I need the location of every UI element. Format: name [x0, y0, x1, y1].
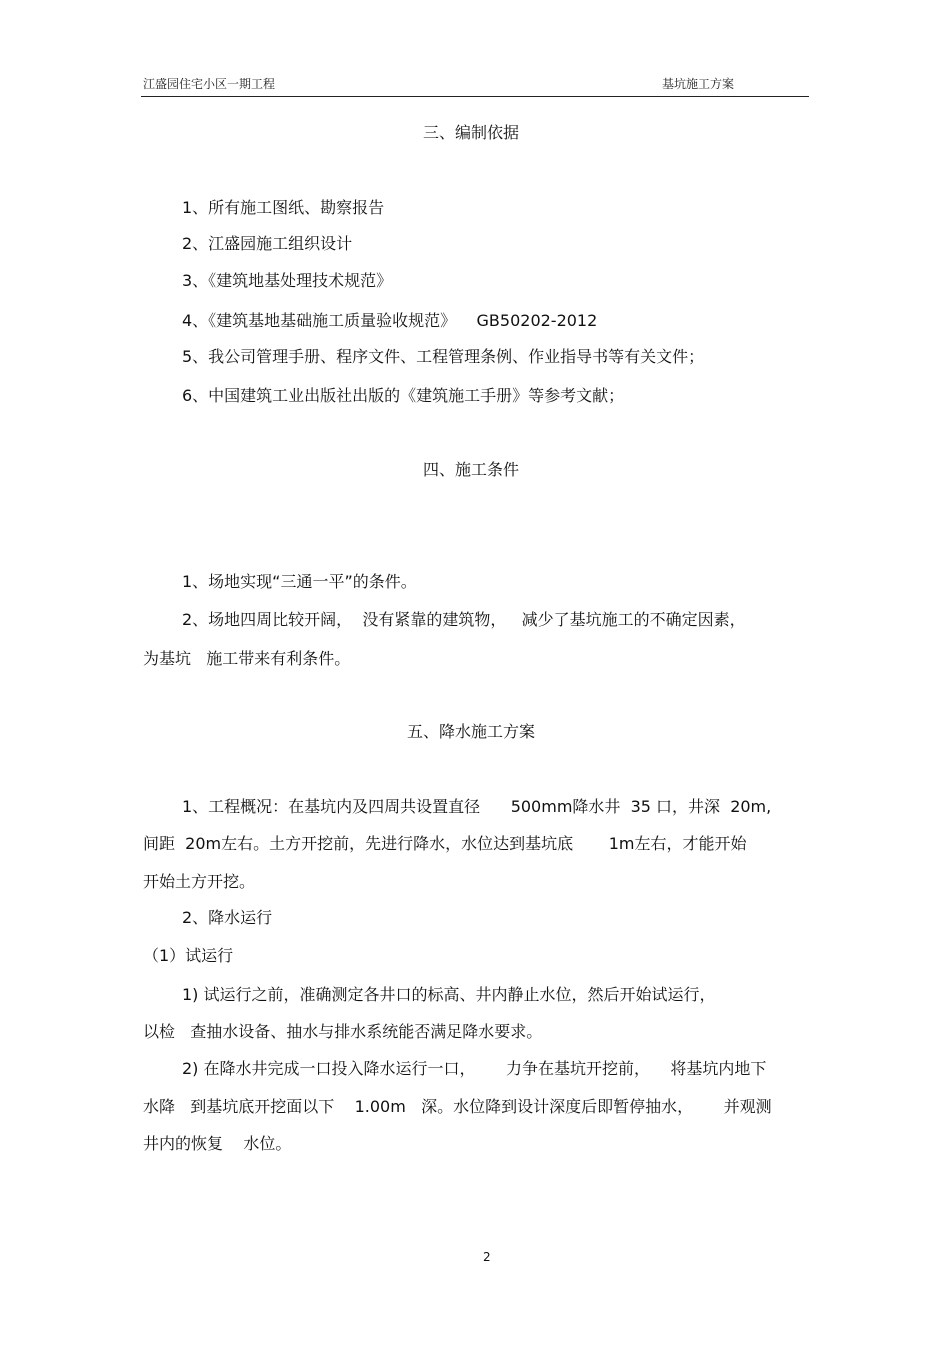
section-3-item-2: 2、江盛园施工组织设计	[182, 234, 353, 253]
section-5-line-4: 2、降水运行	[182, 908, 273, 927]
section-5-line-2: 间距 20m左右。土方开挖前，先进行降水，水位达到基坑底 1m左右，才能开始	[143, 834, 747, 853]
section-3-item-1: 1、所有施工图纸、勘察报告	[182, 198, 385, 217]
header-project-name: 江盛园住宅小区一期工程	[143, 77, 276, 91]
section-3-item-3: 3、《建筑地基处理技术规范》	[182, 271, 393, 290]
section-5-line-1: 1、工程概况：在基坑内及四周共设置直径 500mm降水井 35 口，井深 20m,	[182, 797, 772, 816]
section-4-item-1: 1、场地实现“三通一平”的条件。	[182, 572, 417, 591]
section-4-item-2: 2、场地四周比较开阔， 没有紧靠的建筑物， 减少了基坑施工的不确定因素，	[182, 610, 746, 629]
section-5-line-7: 以检 查抽水设备、抽水与排水系统能否满足降水要求。	[143, 1022, 543, 1041]
page-number: 2	[483, 1250, 491, 1264]
section-3-title: 三、编制依据	[422, 123, 519, 142]
section-5-title: 五、降水施工方案	[406, 722, 535, 741]
section-3-item-5: 5、我公司管理手册、程序文件、工程管理条例、作业指导书等有关文件；	[182, 347, 705, 366]
header-document-title: 基坑施工方案	[662, 77, 735, 91]
section-5-line-10: 井内的恢复 水位。	[143, 1134, 292, 1153]
section-5-line-5: （1）试运行	[143, 946, 234, 965]
section-3-item-6: 6、中国建筑工业出版社出版的《建筑施工手册》等参考文献；	[182, 386, 625, 405]
section-5-line-9: 水降 到基坑底开挖面以下 1.00m 深。水位降到设计深度后即暂停抽水， 并观测	[143, 1097, 772, 1116]
section-5-line-8: 2) 在降水井完成一口投入降水运行一口， 力争在基坑开挖前， 将基坑内地下	[182, 1059, 767, 1078]
section-5-line-3: 开始土方开挖。	[143, 872, 256, 891]
section-4-item-2-cont: 为基坑 施工带来有利条件。	[143, 649, 351, 668]
section-5-line-6: 1) 试运行之前，准确测定各井口的标高、井内静止水位，然后开始试运行，	[182, 985, 716, 1004]
section-4-title: 四、施工条件	[422, 460, 519, 479]
section-3-item-4: 4、《建筑基地基础施工质量验收规范》 GB50202-2012	[182, 311, 598, 330]
header-divider	[141, 96, 809, 97]
